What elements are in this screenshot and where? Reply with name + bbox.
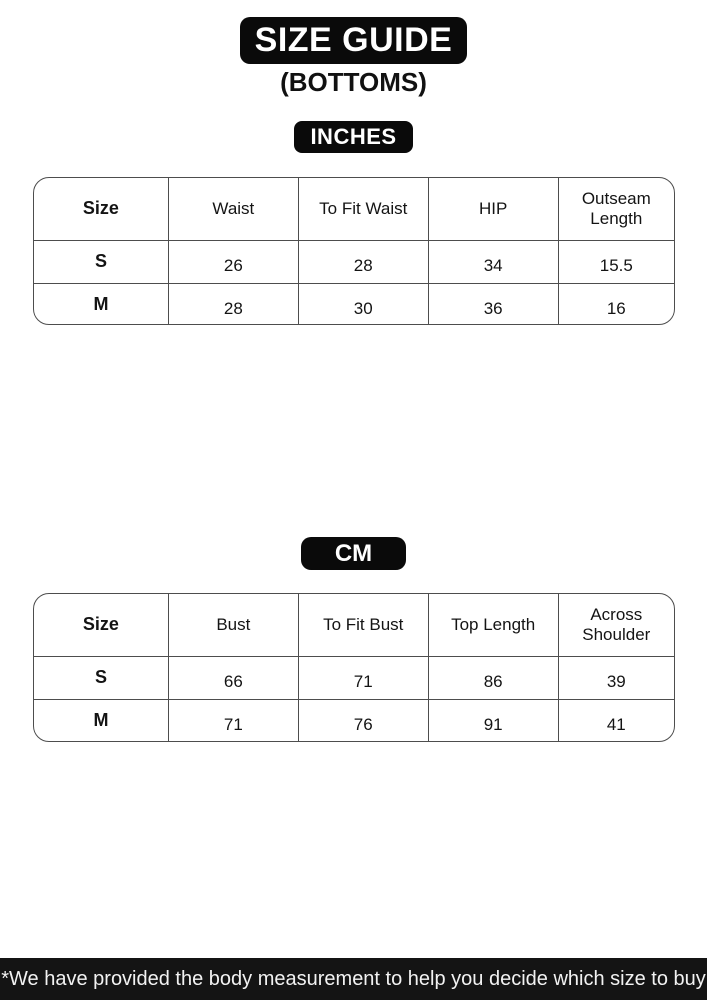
inches-badge-row	[0, 121, 707, 153]
column-header-to-fit-bust: To Fit Bust	[298, 594, 428, 656]
cell-value: 76	[298, 699, 428, 742]
table-row-m	[34, 283, 674, 325]
table	[34, 178, 674, 325]
cell-value: 26	[168, 240, 298, 283]
inches-size-table	[33, 177, 675, 325]
cell-value: 41	[606, 714, 626, 734]
cell-value: 71	[298, 656, 428, 699]
size-label: M	[34, 699, 168, 742]
unit-badge-inches: INCHES	[294, 121, 412, 153]
cell-value: 15.5	[558, 240, 674, 283]
table-row-m	[34, 699, 674, 742]
footer-note-text: *We have provided the body measurement to help you decide which size to buy	[1, 967, 706, 990]
size-label: M	[34, 283, 168, 325]
header-row	[34, 594, 674, 656]
footer-note-bar	[0, 958, 707, 1000]
header-row	[34, 178, 674, 240]
cell-value: 36	[428, 283, 558, 325]
page-title: SIZE GUIDE	[240, 17, 468, 64]
table-row-s	[34, 656, 674, 699]
table	[34, 594, 674, 742]
cell-value: 34	[428, 240, 558, 283]
column-header-across-shoulder: Across Shoulder	[558, 594, 674, 656]
column-header-outseam-length: Outseam Length	[558, 178, 674, 240]
cell-value: 28	[298, 240, 428, 283]
column-header-size: Size	[34, 178, 168, 240]
cell-value: 91	[428, 699, 558, 742]
cm-size-table	[33, 593, 675, 742]
column-header-top-length: Top Length	[428, 594, 558, 656]
table-row-s	[34, 240, 674, 283]
unit-badge-cm: CM	[301, 537, 406, 570]
cell-value: 30	[298, 283, 428, 325]
cell-value: 16	[606, 298, 626, 318]
cell-value: 66	[168, 656, 298, 699]
page-subtitle: (BOTTOMS)	[280, 67, 427, 97]
cell-value: 71	[168, 699, 298, 742]
cell-value: 28	[168, 283, 298, 325]
cell-value: 86	[428, 656, 558, 699]
cm-badge-row	[0, 537, 707, 570]
size-label: S	[34, 656, 168, 699]
column-header-hip: HIP	[428, 178, 558, 240]
subtitle-row	[0, 66, 707, 98]
size-label: S	[34, 240, 168, 283]
column-header-to-fit-waist: To Fit Waist	[298, 178, 428, 240]
cell-value: 39	[558, 656, 674, 699]
column-header-waist: Waist	[168, 178, 298, 240]
column-header-bust: Bust	[168, 594, 298, 656]
title-row	[0, 17, 707, 64]
column-header-size: Size	[34, 594, 168, 656]
